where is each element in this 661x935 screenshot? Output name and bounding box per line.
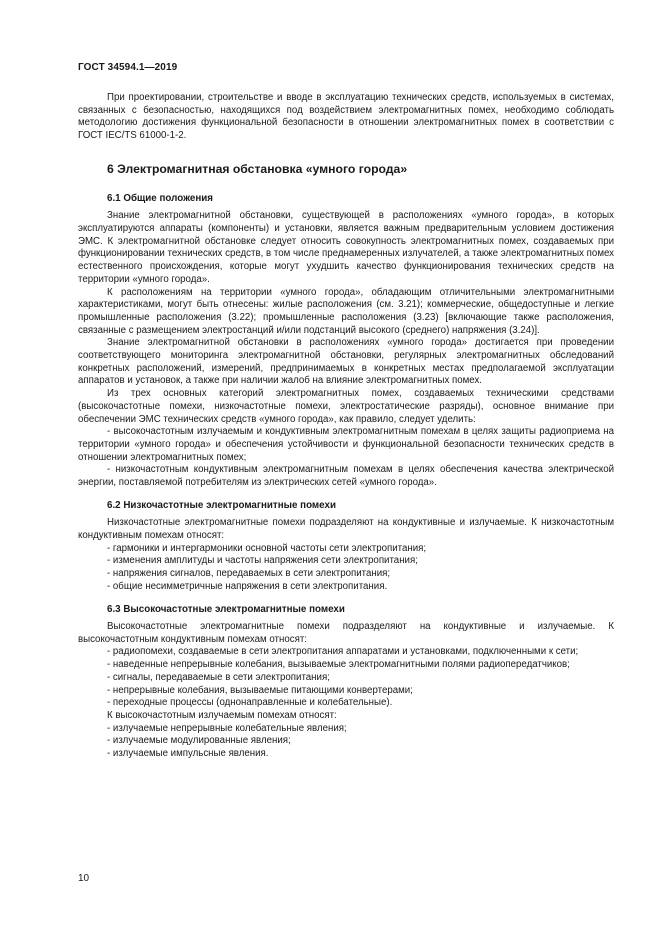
list-item: - излучаемые модулированные явления; (107, 735, 291, 747)
list-item: - низкочастотным кондуктивным электромагнитным помехам в целях обеспечения качества электрической энергии, поставляемой потребителям из электрических сетей «умного города». (78, 464, 614, 489)
list-item: - гармоники и интергармоники основной частоты сети электропитания; (107, 542, 427, 554)
list-item: - сигналы, передаваемые в сети электропитания; (107, 671, 330, 683)
section-6-2-title: 6.2 Низкочастотные электромагнитные помехи (107, 499, 336, 511)
list-item: - излучаемые непрерывные колебательные явления; (107, 722, 347, 734)
list-item: - излучаемые импульсные явления. (107, 748, 269, 760)
document-body (78, 92, 614, 761)
list-item: - общие несимметричные напряжения в сети электропитания. (107, 580, 388, 592)
list-item: - изменения амплитуды и частоты напряжения сети электропитания; (107, 555, 418, 567)
list-item: - непрерывные колебания, вызываемые питающими конвертерами; (107, 684, 413, 696)
paragraph: Высокочастотные электромагнитные помехи подразделяют на кондуктивные и излучаемые. К высокочастотным кондуктивным помехам относят: (78, 621, 614, 645)
intro-paragraph: При проектировании, строительстве и вводе в эксплуатацию технических средств, используемых в системах, связанных с безопасностью, находящихся под воздействием электромагнитных помех, необходимо соблюдать методологию достижения функциональной безопасности в отношении электромагнитных помех в соответствии с ГОСТ IEC/TS 61000-1-2. (78, 92, 614, 142)
paragraph: Знание электромагнитной обстановки в расположениях «умного города» достигается при проведении соответствующего мониторинга электромагнитной обстановки, регулярных электромагнитных обследований конкретных расположений, измерений, предпринимаемых в конкретных местах предполагаемой эксплуатации аппаратов и установок, а также при наличии жалоб на влияние электромагнитных помех. (78, 337, 614, 387)
page-number: 10 (78, 873, 90, 884)
section-6-title: 6 Электромагнитная обстановка «умного города» (107, 161, 408, 176)
section-6-3-title: 6.3 Высокочастотные электромагнитные помехи (107, 603, 345, 615)
list-item: - наведенные непрерывные колебания, вызываемые электромагнитными полями радиопередатчиков; (107, 659, 570, 671)
list-item: - переходные процессы (однонаправленные и колебательные). (107, 697, 393, 709)
section-6-1-title: 6.1 Общие положения (107, 192, 214, 204)
list-item: - радиопомехи, создаваемые в сети электропитания аппаратами и установками, подключенными к сети; (107, 646, 579, 658)
paragraph: К высокочастотным излучаемым помехам относят: (107, 709, 337, 721)
paragraph: Из трех основных категорий электромагнитных помех, создаваемых техническими средствами (высокочастотные помехи, низкочастотные помехи, электростатические разряды), основное внимание при обеспечении ЭМС технических средств «умного города», как правило, следует уделить: (78, 388, 614, 425)
list-item: - высокочастотным излучаемым и кондуктивным электромагнитным помехам в целях защиты радиоприема на территории «умного города» и обеспечения устойчивости и функциональной безопасности технических средств в отношении электромагнитных помех; (78, 426, 614, 463)
paragraph: К расположениям на территории «умного города», обладающим отличительными электромагнитными характеристиками, могут быть отнесены: жилые расположения (см. 3.21); коммерческие, общедоступные и легкие промышленные расположения (3.22); промышленные расположения (3.23) [включающие также расположения, связанные с размещением электростанций и/или подстанций высокого (среднего) напряжения (3.24)]. (78, 286, 614, 336)
document-header: ГОСТ 34594.1—2019 (78, 62, 178, 73)
paragraph: Знание электромагнитной обстановки, существующей в расположениях «умного города», в которых эксплуатируются аппараты (компоненты) и установки, является важным предварительным условием достижения ЭМС. К электромагнитной обстановке следует относить совокупность электромагнитных помех, создаваемых при функционировании технических средств, в том числе преднамеренных излучателей, а также электромагнитных помех естественного происхождения, которые могут ухудшить качество функционирования технических средств на территории «умного города». (78, 210, 614, 285)
paragraph: Низкочастотные электромагнитные помехи подразделяют на кондуктивные и излучаемые. К низкочастотным кондуктивным помехам относят: (78, 517, 614, 541)
list-item: - напряжения сигналов, передаваемых в сети электропитания; (107, 568, 391, 580)
